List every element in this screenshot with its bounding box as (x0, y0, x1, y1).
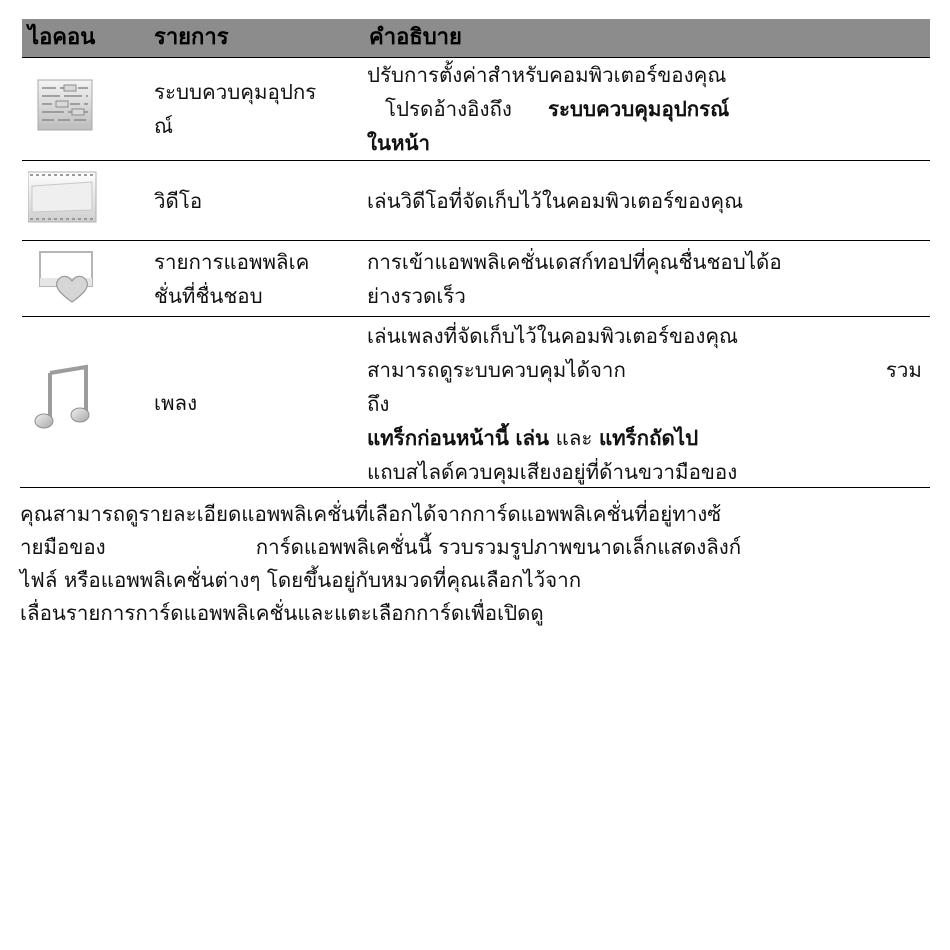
row-desc: เล่นวิดีโอที่จัดเก็บไว้ในคอมพิวเตอร์ของคุณ (363, 161, 930, 241)
row-name-line: รายการแอพพลิเค (154, 249, 310, 274)
row-desc-text: รวมถึง (367, 358, 922, 416)
table-row (22, 58, 930, 161)
table-row (22, 241, 930, 317)
paragraph-line: คุณสามารถดูรายละเอียดแอพพลิเคชั่นที่เลือกได้จากการ์ดแอพพลิเคชั่นที่อยู่ทางซ้ (20, 502, 722, 526)
paragraph-line: ไฟล์ หรือแอพพลิเคชั่นต่างๆ โดยขึ้นอยู่กับหมวดที่คุณเลือกไว้จาก (20, 568, 582, 592)
header-icon: ไอคอน (22, 19, 148, 58)
row-desc-text: สามารถดูระบบควบคุมได้จาก (367, 358, 626, 382)
row-desc-line: ปรับการตั้งค่าสำหรับคอมพิวเตอร์ของคุณ (367, 63, 727, 87)
table-row (22, 161, 930, 241)
row-desc-text: โปรดอ้างอิงถึง (385, 97, 512, 121)
row-desc-bold: ระบบควบคุมอุปกรณ์ (547, 97, 730, 121)
row-desc-line: เล่นเพลงที่จัดเก็บไว้ในคอมพิวเตอร์ของคุณ (367, 324, 739, 348)
row-name: วิดีโอ (148, 161, 363, 241)
paragraph-text: ายมือของ (20, 535, 106, 559)
feature-table (22, 19, 930, 489)
control-panel-icon (28, 74, 98, 134)
row-desc-line: การเข้าแอพพลิเคชั่นเดสก์ทอปที่คุณชื่นชอบได้อ (367, 249, 782, 274)
header-name: รายการ (148, 19, 363, 58)
favorite-apps-heart-icon (28, 244, 98, 304)
row-desc-line: แถบสไลด์ควบคุมเสียงอยู่ที่ด้านขวามือของ (367, 460, 738, 484)
paragraph-line: เลื่อนรายการการ์ดแอพพลิเคชั่นและแตะเลือกการ์ดเพื่อเปิดดู (20, 601, 544, 625)
paragraph-text: การ์ดแอพพลิเคชั่นนี้ รวบรวมรูปภาพขนาดเล็กแสดงลิงก์ (255, 535, 742, 559)
video-film-icon (28, 166, 98, 226)
row-desc-line: ย่างรวดเร็ว (367, 283, 466, 308)
row-name: เพลง (154, 391, 198, 415)
table-header-row (22, 19, 930, 58)
music-note-icon (28, 363, 98, 423)
row-desc-bold: ในหน้า (367, 131, 431, 155)
header-description: คำอธิบาย (363, 19, 930, 58)
table-row (22, 317, 930, 490)
row-desc-bold: เล่น (515, 426, 550, 450)
row-name-line: ณ์ (154, 114, 174, 138)
row-desc-bold: แทร็กก่อนหน้านี้ (367, 426, 509, 450)
row-desc-text: และ (555, 426, 593, 450)
row-name-line: ชั่นที่ชื่นชอบ (154, 283, 263, 308)
row-desc-bold: แทร็กถัดไป (598, 426, 699, 450)
section-divider (20, 487, 930, 488)
row-name-line: ระบบควบคุมอุปกร (154, 80, 317, 104)
body-paragraph (20, 498, 934, 630)
